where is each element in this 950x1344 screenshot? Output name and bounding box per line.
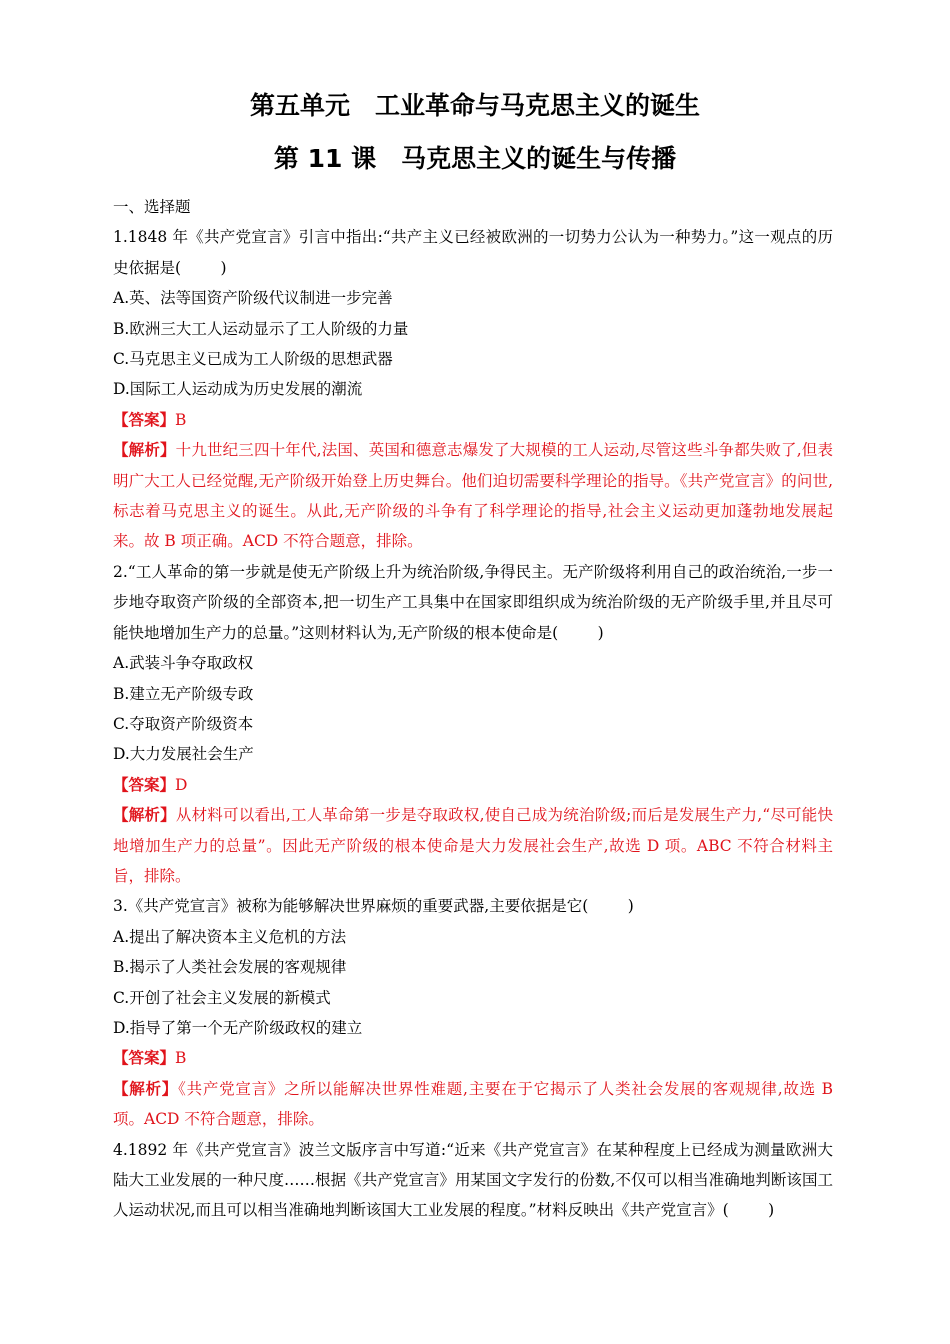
option-b: B.欧洲三大工人运动显示了工人阶级的力量 [113,319,409,338]
answer-paren-close: ) [627,897,634,916]
analysis-line [113,1074,833,1135]
section-title: 一、选择题 [113,198,191,216]
option-c: C.夺取资产阶级资本 [113,714,254,733]
option-d: D.指导了第一个无产阶级政权的建立 [113,1018,363,1037]
answer-value: B [175,410,187,429]
analysis-text: 十九世纪三四十年代,法国、英国和德意志爆发了大规模的工人运动,尽管这些斗争都失败了,但表明广大工人已经觉醒,无产阶级开始登上历史舞台。他们迫切需要科学理论的指导。《共产党宣言》的问世,标志着马克思主义的诞生。从此,无产阶级的斗争有了科学理论的指导,社会主义运动更加蓬勃地发展起来。故 B 项正确。ACD 不符合题意，排除。 [113,441,833,551]
lesson-title: 第 11 课 马克思主义的诞生与传播 [273,144,677,173]
answer-label: 【答案】 [113,409,176,429]
analysis-line [113,800,833,891]
question-stem [113,1135,833,1226]
question-stem [113,557,833,648]
option-c: C.开创了社会主义发展的新模式 [113,988,331,1007]
question-stem-text: 1.1848 年《共产党宣言》引言中指出:“共产主义已经被欧洲的一切势力公认为一种势力。”这一观点的历史依据是( [113,228,833,277]
answer-value: D [175,775,188,794]
answer-label: 【答案】 [113,774,176,794]
question-stem [113,891,833,921]
option-b: B.揭示了人类社会发展的客观规律 [113,958,347,977]
analysis-text: 《共产党宣言》之所以能解决世界性难题,主要在于它揭示了人类社会发展的客观规律,故选 B 项。ACD 不符合题意，排除。 [113,1079,833,1129]
option-a: A.武装斗争夺取政权 [113,654,254,673]
question-stem-text: 2.“工人革命的第一步就是使无产阶级上升为统治阶级,争得民主。无产阶级将利用自己的政治统治,一步一步地夺取资产阶级的全部资本,把一切生产工具集中在国家即组织成为统治阶级的无产阶级手里,并且尽可能快地增加生产力的总量。”这则材料认为,无产阶级的根本使命是( [113,562,833,642]
content-body [113,192,833,1226]
analysis-label: 【解析】 [113,805,176,825]
answer-line [113,770,833,800]
analysis-label: 【解析】 [113,440,176,460]
question-stem-text: 3.《共产党宣言》被称为能够解决世界麻烦的重要武器,主要依据是它( [113,897,589,916]
option-d: D.大力发展社会生产 [113,745,254,764]
answer-paren-close: ) [220,258,227,277]
option-b: B.建立无产阶级专政 [113,684,254,703]
option-a: A.提出了解决资本主义危机的方法 [113,927,347,946]
analysis-line [113,435,833,557]
option-c: C.马克思主义已成为工人阶级的思想武器 [113,350,393,369]
answer-label: 【答案】 [113,1048,176,1068]
analysis-label: 【解析】 [113,1078,179,1098]
answer-paren-close: ) [597,623,604,642]
answer-paren-close: ) [768,1201,775,1220]
option-a: A.英、法等国资产阶级代议制进一步完善 [113,289,393,308]
unit-title: 第五单元 工业革命与马克思主义的诞生 [249,91,700,120]
answer-value: B [175,1049,187,1068]
answer-line [113,1043,833,1073]
question-stem-text: 4.1892 年《共产党宣言》波兰文版序言中写道:“近来《共产党宣言》在某种程度上已经成为测量欧洲大陆大工业发展的一种尺度……根据《共产党宣言》用某国文字发行的份数,不仅可以相当准确地判断该国工人运动状况,而且可以相当准确地判断该国大工业发展的程度。”材料反映出《共产党宣言》( [113,1140,833,1220]
option-d: D.国际工人运动成为历史发展的潮流 [113,380,363,399]
question-stem [113,222,833,283]
answer-line [113,405,833,435]
analysis-text: 从材料可以看出,工人革命第一步是夺取政权,使自己成为统治阶级;而后是发展生产力,“尽可能快地增加生产力的总量”。因此无产阶级的根本使命是大力发展社会生产,故选 D 项。ABC 不符合材料主旨，排除。 [113,806,833,885]
